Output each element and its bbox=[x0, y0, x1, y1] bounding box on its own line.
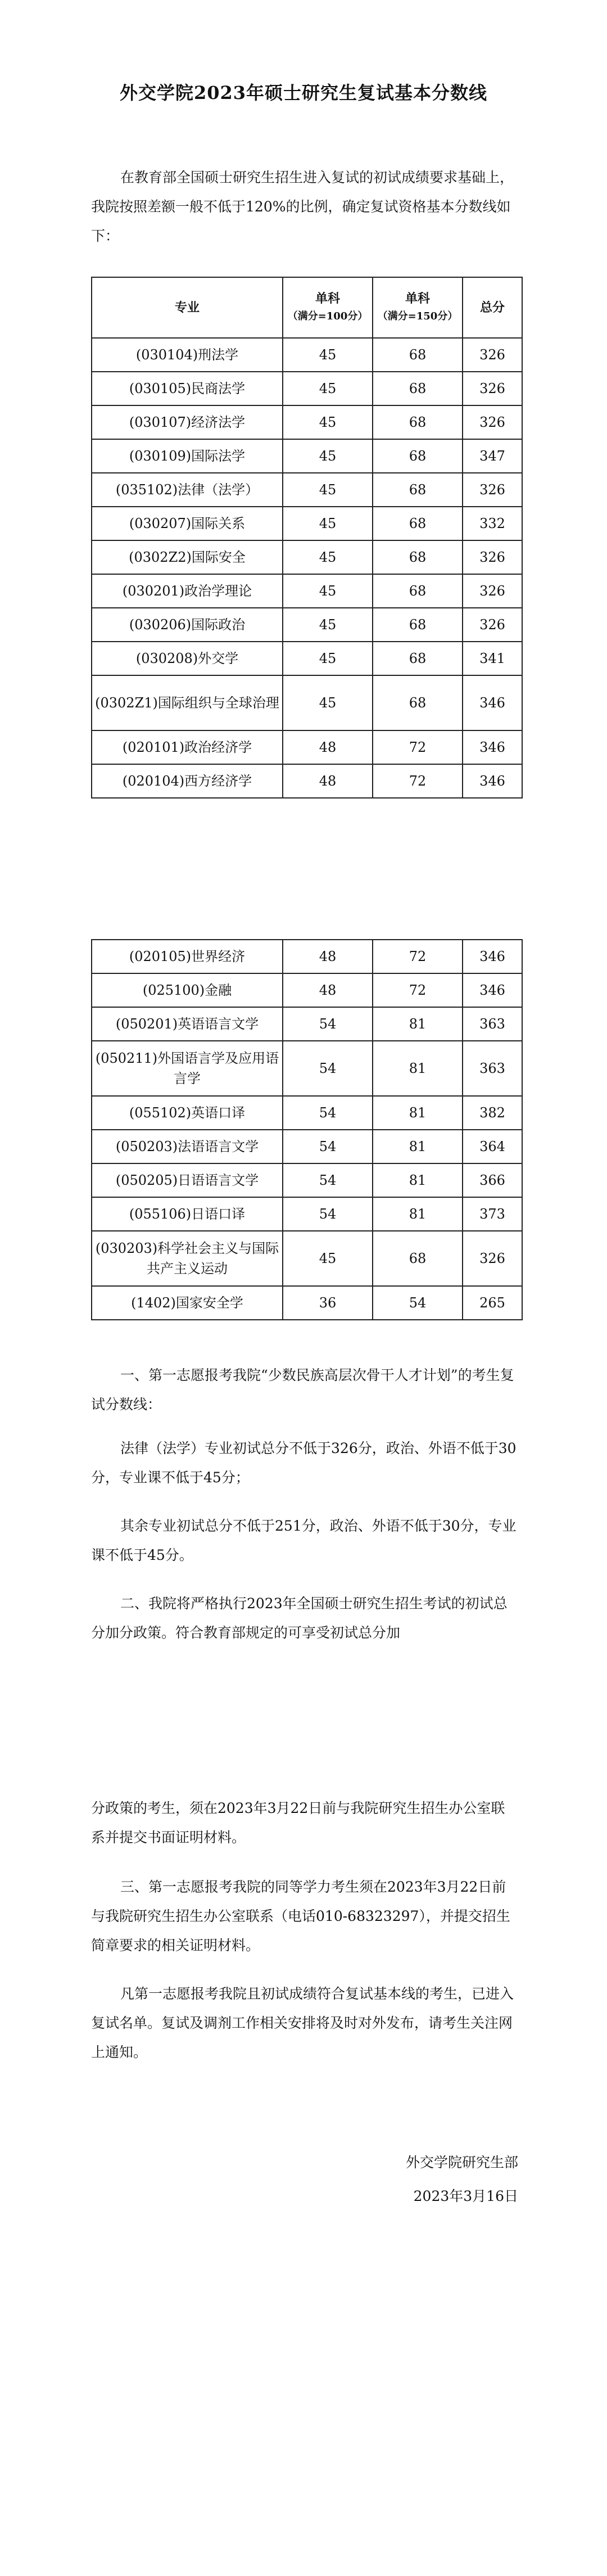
closing-paragraph: 凡第一志愿报考我院且初试成绩符合复试基本线的考生，已进入复试名单。复试及调剂工作相关安排将及时对外发布，请考生关注网上通知。 bbox=[91, 1986, 514, 2060]
single-100-cell: 45 bbox=[283, 405, 373, 439]
total-cell: 326 bbox=[463, 405, 522, 439]
single-150-cell: 68 bbox=[373, 473, 463, 507]
single-150-cell: 68 bbox=[373, 372, 463, 405]
table-row bbox=[92, 764, 522, 798]
single-150-cell: 68 bbox=[373, 642, 463, 675]
section3-paragraph: 三、第一志愿报考我院的同等学力考生须在2023年3月22日前与我院研究生招生办公室联系（电话010-68323297），并提交招生简章要求的相关证明材料。 bbox=[91, 1879, 510, 1954]
single-100-cell: 54 bbox=[283, 1041, 373, 1096]
total-cell: 363 bbox=[463, 1041, 522, 1096]
table-row bbox=[92, 1096, 522, 1130]
total-cell: 326 bbox=[463, 473, 522, 507]
single-150-cell: 81 bbox=[373, 1197, 463, 1231]
single-100-cell: 54 bbox=[283, 1163, 373, 1197]
single-150-cell: 81 bbox=[373, 1163, 463, 1197]
header-total: 总分 bbox=[463, 277, 522, 338]
total-cell: 326 bbox=[463, 372, 522, 405]
major-cell: (050205)日语语言文学 bbox=[92, 1163, 283, 1197]
single-150-cell: 81 bbox=[373, 1007, 463, 1041]
table-row bbox=[92, 574, 522, 608]
major-cell: (0302Z2)国际安全 bbox=[92, 540, 283, 574]
total-cell: 326 bbox=[463, 1231, 522, 1286]
major-cell: (050211)外国语言学及应用语言学 bbox=[92, 1041, 283, 1096]
single-150-cell: 68 bbox=[373, 675, 463, 730]
major-cell: (030107)经济法学 bbox=[92, 405, 283, 439]
total-cell: 346 bbox=[463, 764, 522, 798]
header-single-100 bbox=[283, 277, 373, 338]
single-150-cell: 72 bbox=[373, 764, 463, 798]
total-cell: 346 bbox=[463, 940, 522, 973]
single-150-cell: 72 bbox=[373, 730, 463, 764]
total-cell: 364 bbox=[463, 1130, 522, 1163]
single-100-cell: 45 bbox=[283, 372, 373, 405]
major-cell: (030206)国际政治 bbox=[92, 608, 283, 642]
single-150-cell: 72 bbox=[373, 940, 463, 973]
section2-part1: 二、我院将严格执行2023年全国硕士研究生招生考试的初试总分加分政策。符合教育部规定的可享受初试总分加 bbox=[91, 1595, 508, 1641]
single-100-cell: 48 bbox=[283, 940, 373, 973]
score-table-part1 bbox=[91, 277, 523, 798]
major-cell: (020104)西方经济学 bbox=[92, 764, 283, 798]
single-150-cell: 54 bbox=[373, 1286, 463, 1320]
total-cell: 363 bbox=[463, 1007, 522, 1041]
table-row bbox=[92, 338, 522, 372]
major-cell: (055106)日语口译 bbox=[92, 1197, 283, 1231]
header-major: 专业 bbox=[92, 277, 283, 338]
single-150-cell: 81 bbox=[373, 1130, 463, 1163]
table-row bbox=[92, 642, 522, 675]
signature-date: 2023年3月16日 bbox=[413, 2188, 518, 2204]
page-title: 外交学院2023年硕士研究生复试基本分数线 bbox=[119, 82, 488, 103]
table-row bbox=[92, 507, 522, 540]
single-150-cell: 72 bbox=[373, 973, 463, 1007]
header-single-100-label: 单科 bbox=[315, 291, 340, 306]
single-150-cell: 68 bbox=[373, 574, 463, 608]
single-100-cell: 45 bbox=[283, 473, 373, 507]
section1-other: 其余专业初试总分不低于251分，政治、外语不低于30分，专业课不低于45分。 bbox=[91, 1518, 517, 1563]
single-100-cell: 48 bbox=[283, 973, 373, 1007]
major-cell: (030109)国际法学 bbox=[92, 439, 283, 473]
major-cell: (030105)民商法学 bbox=[92, 372, 283, 405]
major-cell: (030208)外交学 bbox=[92, 642, 283, 675]
major-cell: (050203)法语语言文学 bbox=[92, 1130, 283, 1163]
table-header-row bbox=[92, 277, 522, 338]
section1-title: 一、第一志愿报考我院“少数民族高层次骨干人才计划”的考生复试分数线： bbox=[91, 1367, 514, 1413]
table-row bbox=[92, 1231, 522, 1286]
major-cell: (0302Z1)国际组织与全球治理 bbox=[92, 675, 283, 730]
table-row bbox=[92, 940, 522, 973]
single-150-cell: 81 bbox=[373, 1096, 463, 1130]
section1-law: 法律（法学）专业初试总分不低于326分，政治、外语不低于30分，专业课不低于45分； bbox=[91, 1440, 517, 1486]
signature-org: 外交学院研究生部 bbox=[405, 2154, 518, 2171]
major-cell: (1402)国家安全学 bbox=[92, 1286, 283, 1320]
header-single-150-label: 单科 bbox=[405, 291, 430, 306]
table-row bbox=[92, 1286, 522, 1320]
intro-paragraph: 在教育部全国硕士研究生招生进入复试的初试成绩要求基础上，我院按照差额一般不低于120%的比例，确定复试资格基本分数线如下： bbox=[91, 169, 514, 244]
single-100-cell: 54 bbox=[283, 1197, 373, 1231]
total-cell: 346 bbox=[463, 730, 522, 764]
single-150-cell: 68 bbox=[373, 405, 463, 439]
single-100-cell: 45 bbox=[283, 338, 373, 372]
total-cell: 332 bbox=[463, 507, 522, 540]
single-150-cell: 68 bbox=[373, 1231, 463, 1286]
total-cell: 382 bbox=[463, 1096, 522, 1130]
total-cell: 373 bbox=[463, 1197, 522, 1231]
table-row bbox=[92, 372, 522, 405]
score-table-part2 bbox=[91, 939, 523, 1320]
single-100-cell: 45 bbox=[283, 574, 373, 608]
total-cell: 326 bbox=[463, 608, 522, 642]
table-row bbox=[92, 1041, 522, 1096]
single-100-cell: 48 bbox=[283, 764, 373, 798]
single-100-cell: 45 bbox=[283, 642, 373, 675]
single-100-cell: 48 bbox=[283, 730, 373, 764]
total-cell: 341 bbox=[463, 642, 522, 675]
total-cell: 326 bbox=[463, 574, 522, 608]
table-row bbox=[92, 1007, 522, 1041]
single-100-cell: 45 bbox=[283, 608, 373, 642]
major-cell: (020101)政治经济学 bbox=[92, 730, 283, 764]
header-single-100-sub: （满分=100分） bbox=[287, 310, 368, 322]
major-cell: (050201)英语语言文学 bbox=[92, 1007, 283, 1041]
single-100-cell: 45 bbox=[283, 675, 373, 730]
header-single-150-sub: （满分=150分） bbox=[377, 310, 458, 322]
single-100-cell: 45 bbox=[283, 540, 373, 574]
major-cell: (030104)刑法学 bbox=[92, 338, 283, 372]
total-cell: 346 bbox=[463, 973, 522, 1007]
single-100-cell: 54 bbox=[283, 1007, 373, 1041]
total-cell: 265 bbox=[463, 1286, 522, 1320]
major-cell: (020105)世界经济 bbox=[92, 940, 283, 973]
single-150-cell: 68 bbox=[373, 608, 463, 642]
major-cell: (055102)英语口译 bbox=[92, 1096, 283, 1130]
total-cell: 366 bbox=[463, 1163, 522, 1197]
table-row bbox=[92, 439, 522, 473]
total-cell: 326 bbox=[463, 338, 522, 372]
major-cell: (030201)政治学理论 bbox=[92, 574, 283, 608]
single-100-cell: 36 bbox=[283, 1286, 373, 1320]
single-100-cell: 45 bbox=[283, 507, 373, 540]
table-row bbox=[92, 973, 522, 1007]
table-row bbox=[92, 1163, 522, 1197]
section2-part2: 分政策的考生，须在2023年3月22日前与我院研究生招生办公室联系并提交书面证明材料。 bbox=[91, 1800, 505, 1846]
major-cell: (025100)金融 bbox=[92, 973, 283, 1007]
table-row bbox=[92, 473, 522, 507]
table-row bbox=[92, 405, 522, 439]
table-row bbox=[92, 1130, 522, 1163]
table-row bbox=[92, 1197, 522, 1231]
major-cell: (030207)国际关系 bbox=[92, 507, 283, 540]
single-100-cell: 45 bbox=[283, 439, 373, 473]
single-150-cell: 68 bbox=[373, 338, 463, 372]
single-100-cell: 54 bbox=[283, 1096, 373, 1130]
single-150-cell: 68 bbox=[373, 507, 463, 540]
major-cell: (035102)法律（法学） bbox=[92, 473, 283, 507]
single-150-cell: 81 bbox=[373, 1041, 463, 1096]
total-cell: 347 bbox=[463, 439, 522, 473]
total-cell: 346 bbox=[463, 675, 522, 730]
table-row bbox=[92, 730, 522, 764]
table-row bbox=[92, 675, 522, 730]
single-100-cell: 45 bbox=[283, 1231, 373, 1286]
table-row bbox=[92, 540, 522, 574]
table-row bbox=[92, 608, 522, 642]
single-150-cell: 68 bbox=[373, 540, 463, 574]
major-cell: (030203)科学社会主义与国际共产主义运动 bbox=[92, 1231, 283, 1286]
header-single-150 bbox=[373, 277, 463, 338]
total-cell: 326 bbox=[463, 540, 522, 574]
single-150-cell: 68 bbox=[373, 439, 463, 473]
single-100-cell: 54 bbox=[283, 1130, 373, 1163]
